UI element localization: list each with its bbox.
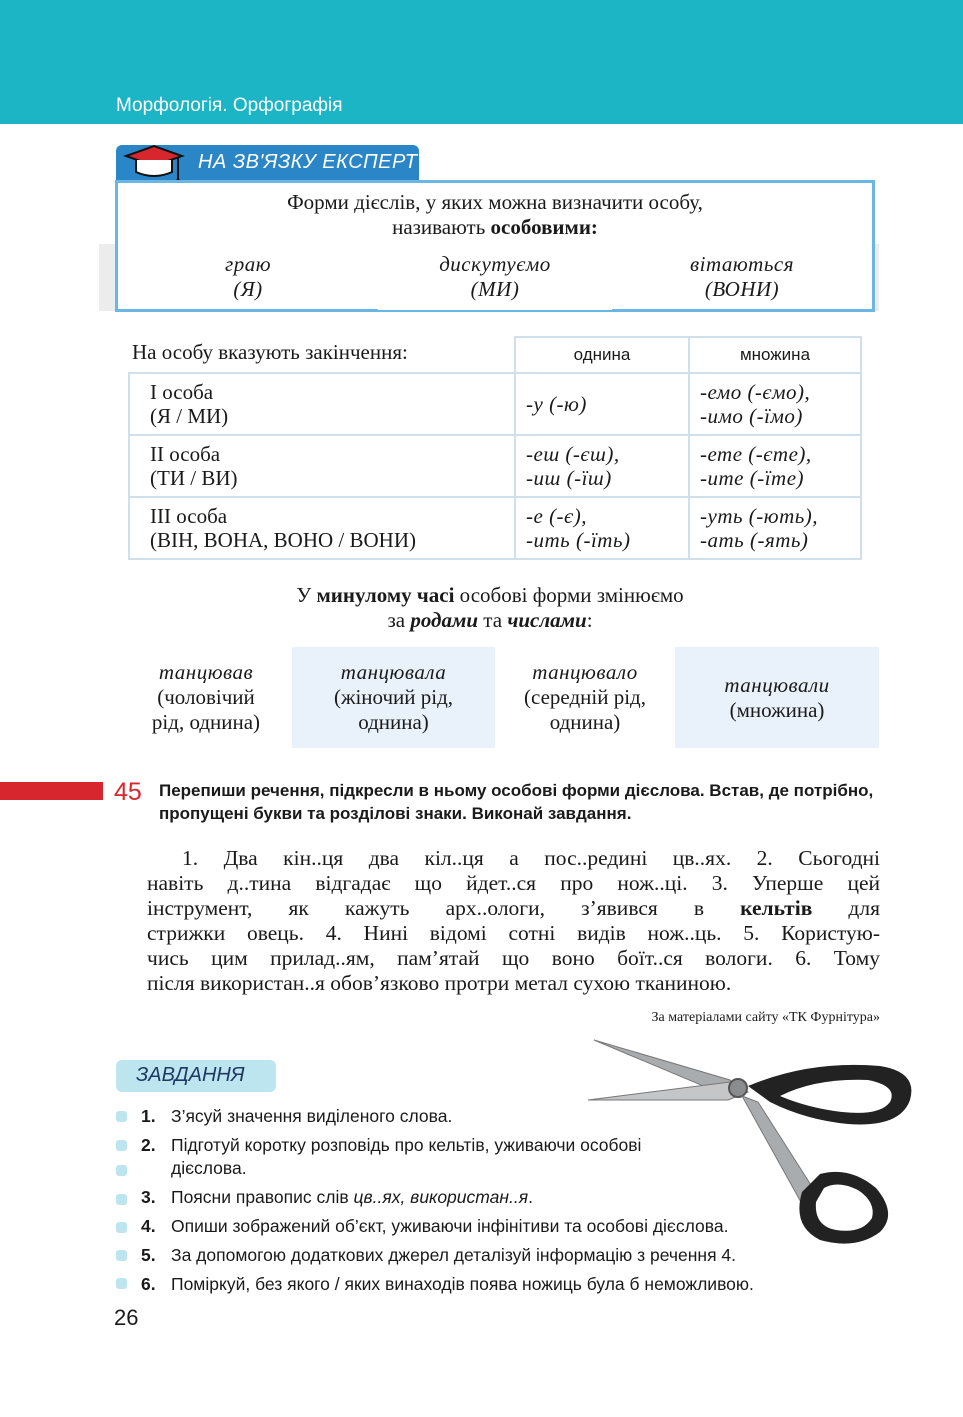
rule-text: :: [586, 608, 593, 632]
past-note: (середній рід,: [524, 685, 646, 709]
highlighted-word: кельтів: [740, 896, 813, 920]
task-item: [141, 1244, 736, 1267]
task-text-part: .: [528, 1187, 533, 1207]
past-word: танцювали: [724, 672, 830, 697]
plural-ending: [689, 435, 861, 497]
example-pronoun: (Я): [233, 277, 263, 301]
source-note: За матеріалами сайту «ТК Фурнітура»: [651, 1010, 880, 1025]
example-word: дискутуємо: [439, 252, 551, 276]
ending-line: -у (-ю): [526, 392, 587, 416]
past-note: (жіночий рід,: [333, 685, 454, 709]
task-item: [141, 1134, 642, 1178]
rule-text: за: [387, 608, 411, 632]
ending-line: -ить (-їть): [526, 528, 631, 552]
task-text-part: Поясни правопис слів: [171, 1187, 354, 1207]
example-word: вітаються: [690, 252, 794, 276]
person-label: ІІ особа: [150, 442, 221, 466]
ending-line: -уть (-ють),: [700, 504, 819, 528]
ending-line: -е (-є),: [526, 504, 587, 528]
past-form-1: [120, 647, 292, 748]
task-text: Опиши зображений об’єкт, уживаючи інфінітиви та особові дієслова.: [171, 1216, 729, 1236]
past-note: однина): [358, 710, 429, 734]
past-word: танцювало: [532, 660, 638, 684]
person-pronouns: (ТИ / ВИ): [150, 466, 238, 490]
task-item: [141, 1273, 754, 1296]
endings-intro: На особу вказують закінчення:: [132, 340, 408, 364]
definition-text: називають: [392, 215, 491, 239]
person-pronouns: (Я / МИ): [150, 404, 229, 428]
past-note: (чоловічий: [157, 685, 255, 709]
page-number: 26: [114, 1305, 139, 1330]
task-number: 5.: [141, 1245, 156, 1265]
ending-line: -еш (-єш),: [526, 442, 620, 466]
task-text-line: дієслова.: [171, 1158, 247, 1178]
bullet-icon: [116, 1278, 127, 1289]
bullet-icon: [116, 1165, 127, 1176]
table-row: [129, 373, 861, 435]
person-cell: [129, 373, 515, 435]
example-pronoun: (МИ): [470, 277, 520, 301]
table-row: [129, 435, 861, 497]
ending-line: -иш (-їш): [526, 466, 612, 490]
text-line: [147, 896, 880, 921]
exercise-marker: [0, 782, 103, 800]
person-label: ІІІ особа: [150, 504, 228, 528]
singular-ending: [515, 435, 689, 497]
text-fragment: інструмент, як кажуть арх..ологи, з’явився в: [147, 896, 741, 920]
task-number: 6.: [141, 1274, 156, 1294]
task-item: [141, 1105, 453, 1128]
task-text: [171, 1186, 533, 1209]
person-label: І особа: [150, 380, 214, 404]
bullet-icon: [116, 1250, 127, 1261]
col-singular: однина: [515, 337, 689, 373]
rule-bold-italic: числами: [507, 608, 587, 632]
col-plural: множина: [689, 337, 861, 373]
text-line: стрижки овець. 4. Нині відомі сотні видів нож..ць. 5. Користую-: [147, 921, 880, 945]
tasks-label: ЗАВДАННЯ: [136, 1064, 245, 1086]
exercise-number: 45: [114, 778, 142, 806]
text-line: навіть д..тина відгадає що йдет..ся про нож..ці. 3. Уперше цей: [147, 871, 880, 895]
task-text: Поміркуй, без якого / яких винаходів поява ножиць була б неможливою.: [171, 1274, 754, 1294]
table-row: [129, 497, 861, 559]
past-note: рід, однина): [151, 710, 261, 734]
task-number: 2.: [141, 1135, 156, 1155]
past-word: танцювала: [340, 660, 447, 684]
section-title: Морфологія. Орфографія: [116, 95, 343, 116]
definition-term: особовими:: [490, 215, 598, 239]
person-cell: [129, 435, 515, 497]
task-text: За допомогою додаткових джерел деталізуй інформацію з речення 4.: [171, 1245, 736, 1265]
rule-bold-italic: родами: [410, 608, 479, 632]
ending-line: -ите (-їте): [700, 466, 805, 490]
rule-bold: минулому часі: [316, 583, 455, 607]
task-number: 4.: [141, 1216, 156, 1236]
example-3: [612, 252, 872, 310]
example-1: [118, 252, 378, 310]
task-text: [171, 1134, 641, 1180]
past-word: танцював: [158, 660, 254, 684]
ending-line: -емо (-ємо),: [700, 380, 811, 404]
task-item: [141, 1215, 729, 1238]
task-text-line: Підготуй коротку розповідь про кельтів, уживаючи особові: [171, 1135, 642, 1155]
task-number: 3.: [141, 1187, 156, 1207]
example-word: граю: [225, 252, 271, 276]
singular-ending: [515, 373, 689, 435]
plural-ending: [689, 373, 861, 435]
task-number: 1.: [141, 1106, 156, 1126]
ending-line: -имо (-їмо): [700, 404, 803, 428]
person-cell: [129, 497, 515, 559]
example-pronoun: (ВОНИ): [704, 277, 780, 301]
example-2: [378, 252, 612, 310]
rule-text: У: [296, 583, 317, 607]
text-line: 1. Два кін..ця два кіл..ця а пос..редині цв..ях. 2. Сьогодні: [182, 846, 880, 870]
past-form-3: [495, 647, 675, 748]
text-fragment: для: [812, 896, 880, 920]
ending-line: -ете (-єте),: [700, 442, 812, 466]
task-text: З’ясуй значення виділеного слова.: [171, 1106, 453, 1126]
plural-ending: [689, 497, 861, 559]
past-tense-rule: [100, 583, 880, 633]
exercise-instruction: Перепиши речення, підкресли в ньому особові форми дієслова. Встав, де потрібно, пропущені букви та розділові знаки. Виконай завдання.: [159, 781, 874, 823]
definition-line-1: Форми дієслів, у яких можна визначити особу,: [287, 190, 703, 214]
bullet-icon: [116, 1194, 127, 1205]
endings-table: [128, 336, 862, 560]
definition-line-2: [115, 215, 875, 240]
past-note: однина): [549, 710, 621, 734]
task-text-italic: цв..ях, використан..я: [353, 1187, 529, 1207]
singular-ending: [515, 497, 689, 559]
rule-text: та: [478, 608, 508, 632]
past-note: (множина): [729, 697, 825, 722]
past-form-2: [292, 647, 495, 748]
bullet-icon: [116, 1140, 127, 1151]
person-pronouns: (ВІН, ВОНА, ВОНО / ВОНИ): [150, 528, 416, 552]
rule-text: особові форми змінюємо: [454, 583, 684, 607]
ending-line: -ать (-ять): [700, 528, 809, 552]
expert-definition: [115, 190, 875, 240]
past-form-4: [675, 647, 879, 748]
task-item: [141, 1186, 533, 1209]
table-corner: [129, 337, 515, 373]
bullet-icon: [116, 1111, 127, 1122]
bullet-icon: [116, 1222, 127, 1233]
expert-label: НА ЗВ'ЯЗКУ ЕКСПЕРТ: [198, 151, 418, 173]
exercise-text: [147, 846, 880, 996]
text-line: після використан..я обов’язково протри метал сухою тканиною.: [147, 971, 732, 995]
text-line: чись цим прилад..ям, пам’ятай що воно боїт..ся вологи. 6. Тому: [147, 946, 880, 970]
